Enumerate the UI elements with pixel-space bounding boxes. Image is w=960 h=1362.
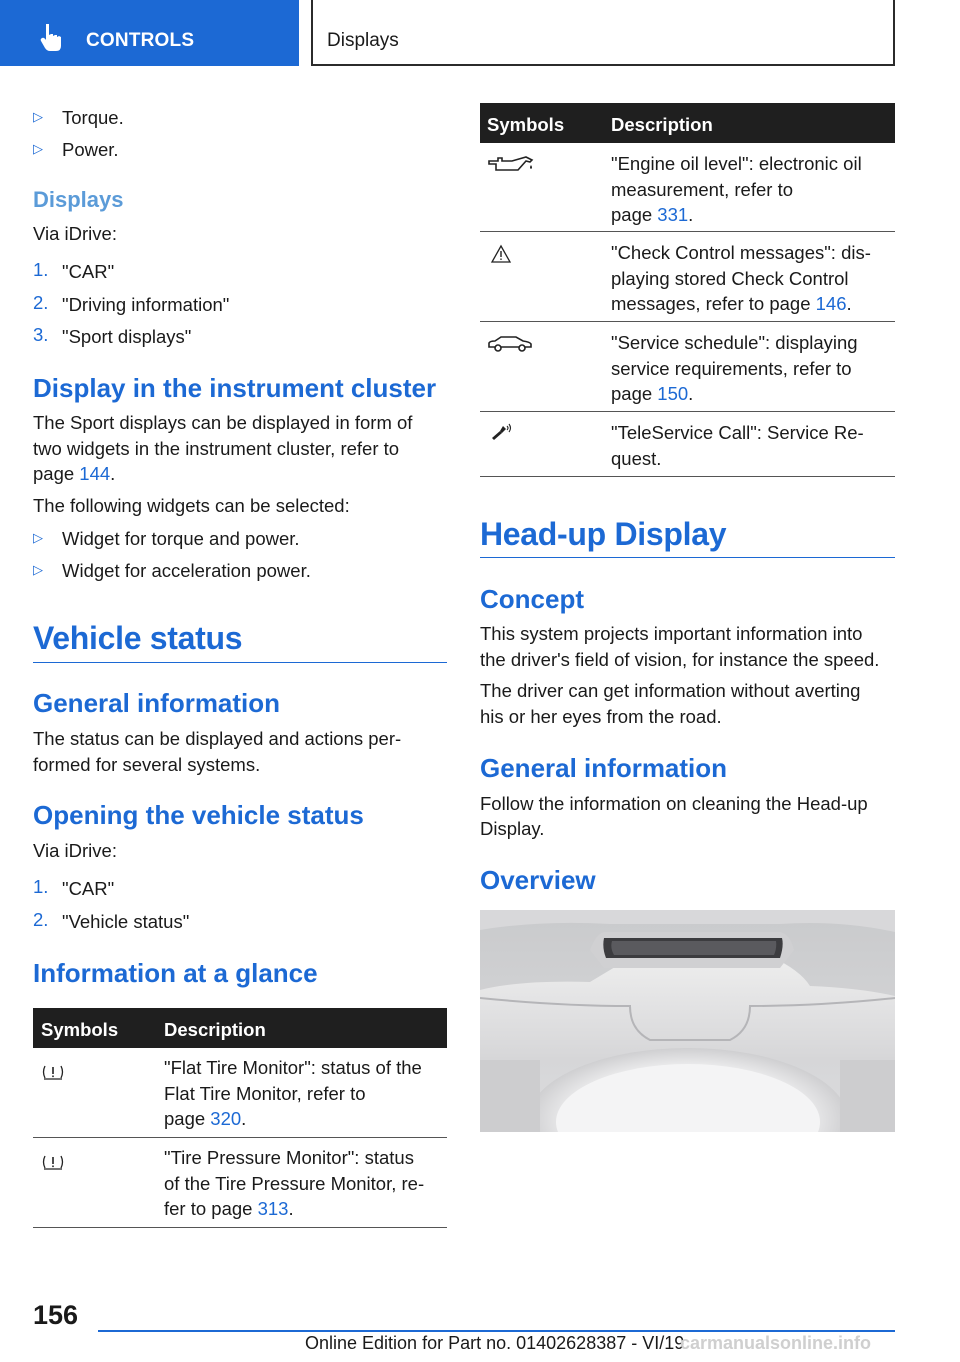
table-row: "Flat Tire Monitor": status of the Flat Tire Monitor, refer to page 320.: [33, 1048, 447, 1138]
row-divider: [33, 1227, 447, 1228]
paragraph-line: formed for several systems.: [33, 754, 261, 775]
list-item: ▷ Widget for torque and power.: [33, 528, 300, 549]
vehicle-status-heading: Vehicle status: [33, 620, 243, 656]
paragraph-line: The Sport displays can be displayed in form of: [33, 412, 413, 433]
concept-heading: Concept: [480, 584, 584, 614]
oil-can-icon: [486, 153, 536, 175]
paragraph-line: the driver's field of vision, for instance the speed.: [480, 649, 880, 670]
table-row: "Check Control messages": dis- playing stored Check Control messages, refer to page 146.: [480, 232, 895, 322]
symbols-table: [33, 1008, 447, 1228]
bullet-triangle-icon: ▷: [33, 141, 43, 156]
chapter-title: Displays: [327, 30, 399, 51]
edition-text: Online Edition for Part no. 01402628387 - VI/19: [305, 1333, 685, 1353]
chapter-tab[interactable]: [311, 0, 895, 66]
table-header: Symbols Description: [33, 1008, 447, 1048]
displays-heading: Displays: [33, 187, 124, 212]
via-idrive-text: Via iDrive:: [33, 223, 117, 244]
section-tab-controls[interactable]: [0, 0, 299, 66]
tire-pressure-warning-icon: [41, 1154, 65, 1172]
symbols-table: [480, 103, 895, 477]
paragraph-line: his or her eyes from the road.: [480, 706, 722, 727]
teleservice-wrench-icon: [490, 422, 514, 442]
bullet-triangle-icon: ▷: [33, 530, 43, 545]
via-idrive-text: Via iDrive:: [33, 840, 117, 861]
table-row: "TeleService Call": Service Re- quest.: [480, 412, 895, 477]
footer-rule: [98, 1330, 895, 1332]
watermark: carmanualsonline.info: [680, 1333, 872, 1353]
page-link[interactable]: 146: [815, 293, 847, 314]
paragraph-line: The driver can get information without averting: [480, 680, 861, 701]
list-item: ▷ Torque.: [33, 107, 124, 128]
flat-tire-warning-icon: [41, 1064, 65, 1082]
table-header: Symbols Description: [480, 103, 895, 143]
car-service-icon: [486, 334, 534, 354]
page-link[interactable]: 150: [657, 383, 689, 404]
cluster-heading: Display in the instrument cluster: [33, 373, 437, 403]
opening-heading: Opening the vehicle status: [33, 800, 364, 830]
section-tab-label: CONTROLS: [86, 30, 195, 51]
list-item: ▷ Widget for acceleration power.: [33, 560, 311, 581]
pointing-hand-icon: [38, 22, 66, 52]
bullet-triangle-icon: ▷: [33, 109, 43, 124]
paragraph-line: Display.: [480, 818, 545, 839]
heading-rule: [33, 662, 447, 663]
general-info-heading: General information: [480, 753, 728, 783]
table-row: "Tire Pressure Monitor": status of the Tire Pressure Monitor, re- fer to page 313.: [33, 1138, 447, 1228]
warning-triangle-icon: [490, 244, 512, 264]
list-item: 3. "Sport displays": [33, 324, 192, 347]
paragraph-line: The status can be displayed and actions per-: [33, 728, 402, 749]
table-row: "Service schedule": displaying service requirements, refer to page 150.: [480, 322, 895, 412]
page-link[interactable]: 331: [657, 204, 689, 225]
page-link[interactable]: 320: [210, 1108, 242, 1129]
page-link[interactable]: 313: [257, 1198, 289, 1219]
paragraph-line: This system projects important information into: [480, 623, 863, 644]
page-number: 156: [33, 1300, 79, 1330]
paragraph-line: The following widgets can be selected:: [33, 495, 350, 516]
table-row: "Engine oil level": electronic oil measurement, refer to page 331.: [480, 143, 895, 232]
list-item: ▷ Power.: [33, 139, 119, 160]
bullet-triangle-icon: ▷: [33, 562, 43, 577]
list-item: 1. "CAR": [33, 876, 115, 899]
paragraph-line: Follow the information on cleaning the Head-up: [480, 793, 868, 814]
glance-heading: Information at a glance: [33, 958, 318, 988]
dashboard-illustration: [480, 910, 895, 1132]
list-item: 1. "CAR": [33, 259, 115, 282]
hud-heading: Head-up Display: [480, 516, 727, 552]
heading-rule: [480, 557, 895, 558]
general-info-heading: General information: [33, 688, 281, 718]
list-item: 2. "Driving information": [33, 292, 230, 315]
hud-overview-image: [480, 910, 895, 1132]
paragraph-line: page 144.: [33, 463, 116, 484]
paragraph-line: two widgets in the instrument cluster, refer to: [33, 438, 400, 459]
overview-heading: Overview: [480, 865, 596, 895]
row-divider: [480, 476, 895, 477]
list-item: 2. "Vehicle status": [33, 909, 190, 932]
page-link[interactable]: 144: [79, 463, 111, 484]
